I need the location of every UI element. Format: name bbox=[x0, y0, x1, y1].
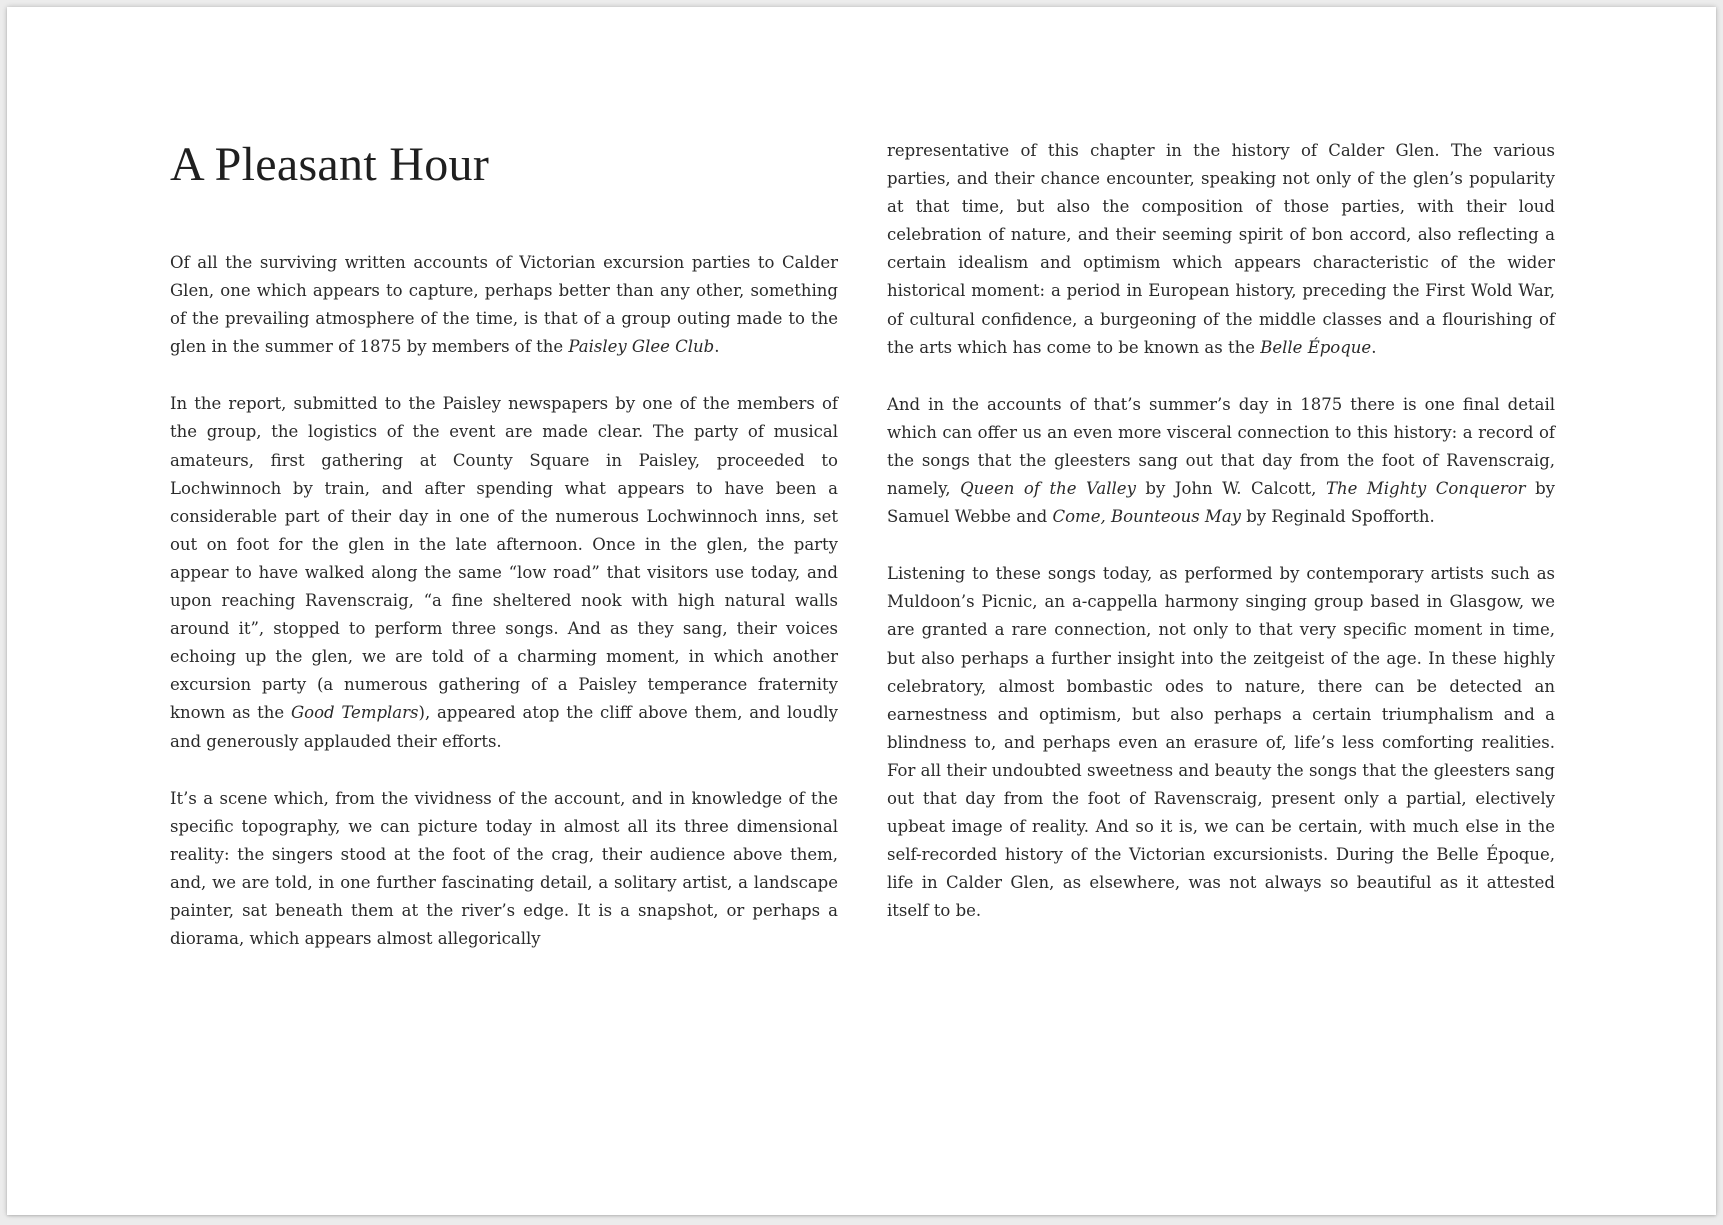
song-title: The Mighty Conqueror bbox=[1325, 479, 1526, 499]
paragraph-text: . bbox=[714, 337, 720, 357]
paragraph-text: by Samuel Webbe and bbox=[887, 479, 1555, 527]
paragraph bbox=[887, 560, 1555, 925]
paragraph bbox=[887, 137, 1555, 362]
paragraph bbox=[170, 249, 838, 361]
paragraph bbox=[170, 390, 838, 755]
document-page bbox=[7, 7, 1716, 1215]
paragraph-text: representative of this chapter in the history of Calder Glen. The various parties, and their chance encounter, speaking not only of the glen’s popularity at that time, but also the composition of those parties, with their loud celebration of nature, and their seeming spirit of bon accord, also reflecting a certain idealism and optimism which appears characteristic of the wider historical moment: a period in European history, preceding the First Wold War, of cultural confidence, a burgeoning of the middle classes and a flourishing of the arts which has come to be known as the bbox=[887, 141, 1555, 357]
paragraph-text: It’s a scene which, from the vividness of the account, and in knowledge of the specific topography, we can picture today in almost all its three dimensional reality: the singers stood at the foot of the crag, their audience above them, and, we are told, in one further fascinating detail, a solitary artist, a landscape painter, sat beneath them at the river’s edge. It is a snapshot, or perhaps a diorama, which appears almost allegorically bbox=[170, 788, 838, 949]
paragraph-text: by John W. Calcott, bbox=[1135, 479, 1326, 499]
italic-group-name: Good Templars bbox=[290, 703, 419, 723]
page-title: A Pleasant Hour bbox=[170, 138, 490, 191]
song-title: Come, Bounteous May bbox=[1052, 507, 1241, 527]
italic-club-name: Paisley Glee Club bbox=[568, 337, 715, 357]
paragraph-text: Listening to these songs today, as performed by contemporary artists such as Muldoon’s Picnic, an a-cappella harmony singing group based in Glasgow, we are granted a rare connection, not only to that very specific moment in time, but also perhaps a further insight into the zeitgeist of the age. In these highly celebratory, almost bombastic odes to nature, there can be detected an earnestness and optimism, but also perhaps a certain triumphalism and a blindness to, and perhaps even an erasure of, life’s less comforting realities. For all their undoubted sweetness and beauty the songs that the gleesters sang out that day from the foot of Ravenscraig, present only a partial, electively upbeat image of reality. And so it is, we can be certain, with much else in the self-recorded history of the Victorian excursionists. During the Belle Époque, life in Calder Glen, as elsewhere, was not always so beautiful as it attested itself to be. bbox=[887, 564, 1555, 921]
paragraph-text: In the report, submitted to the Paisley newspapers by one of the members of the group, the logistics of the event are made clear. The party of musical amateurs, first gathering at County Square in Paisley, proceeded to Lochwinnoch by train, and after spending what appears to have been a considerable part of their day in one of the numerous Lochwinnoch inns, set out on foot for the glen in the late afternoon. Once in the glen, the party appear to have walked along the same “low road” that visitors use today, and upon reaching Ravenscraig, “a fine sheltered nook with high natural walls around it”, stopped to perform three songs. And as they sang, their voices echoing up the glen, we are told of a charming moment, in which another excursion party (a numerous gathering of a Paisley temperance fraternity known as the bbox=[170, 394, 838, 723]
paragraph bbox=[170, 785, 838, 954]
paragraph-text: Of all the surviving written accounts of Victorian excursion parties to Calder Glen, one which appears to capture, perhaps better than any other, something of the prevailing atmosphere of the time, is that of a group outing made to the glen in the summer of 1875 by members of the bbox=[170, 253, 838, 357]
paragraph-text: ), appeared atop the cliff above them, and loudly and generously applauded their efforts. bbox=[170, 703, 839, 751]
paragraph-text: by Reginald Spofforth. bbox=[1240, 507, 1435, 527]
paragraph bbox=[887, 391, 1555, 531]
left-column bbox=[170, 7, 838, 982]
paragraph-text: And in the accounts of that’s summer’s day in 1875 there is one final detail which can offer us an even more visceral connection to this history: a record of the songs that the gleesters sang out that day from the foot of Ravenscraig, namely, bbox=[887, 394, 1555, 499]
song-title: Queen of the Valley bbox=[960, 479, 1136, 499]
right-column bbox=[887, 137, 1555, 954]
italic-era-name: Belle Époque bbox=[1260, 337, 1372, 357]
paragraph-text: . bbox=[1371, 337, 1377, 357]
